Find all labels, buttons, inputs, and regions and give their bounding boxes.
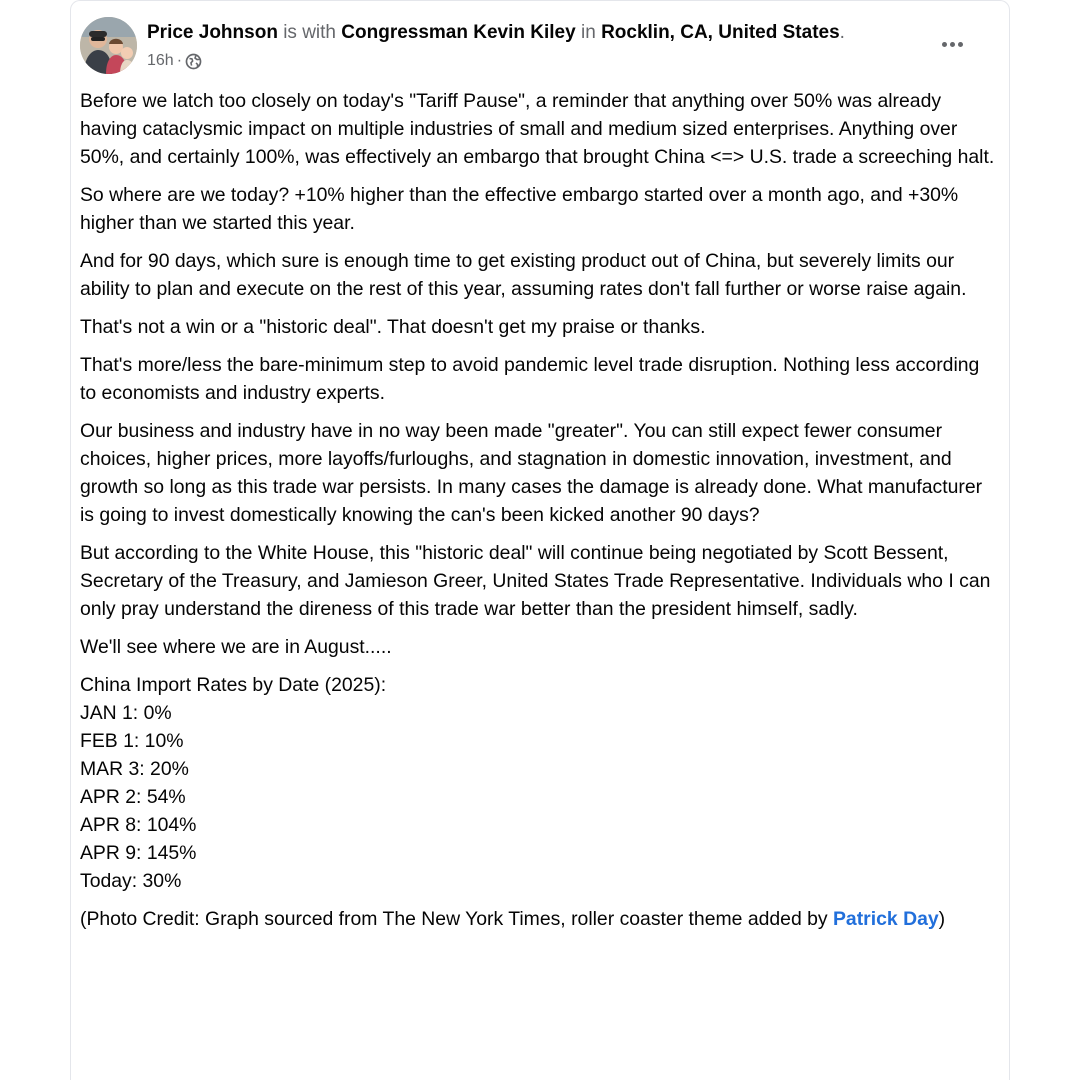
paragraph-8: We'll see where we are in August.....: [80, 636, 392, 658]
post-body: [80, 87, 1000, 943]
rate-item: APR 2: 54%: [80, 786, 186, 808]
paragraph-4: That's not a win or a "historic deal". That doesn't get my praise or thanks.: [80, 316, 706, 338]
photo-credit: [80, 905, 1000, 933]
with-text: is with: [283, 22, 336, 43]
globe-icon[interactable]: [185, 53, 202, 70]
post-meta: [147, 51, 202, 71]
author-line: [147, 22, 845, 44]
paragraph-3: And for 90 days, which sure is enough time to get existing product out of China, but severely limits our ability to plan and execute on the rest of this year, assuming rates don't fall further or worse raise again.: [80, 250, 967, 300]
period-text: .: [839, 22, 845, 43]
paragraph-7: But according to the White House, this "historic deal" will continue being negotiated by Scott Bessent, Secretary of the Treasury, and Jamieson Greer, United States Trade Representative. Individuals who I can only pray understand the direness of this trade war better than the president himself, sadly.: [80, 542, 991, 620]
more-dots-icon[interactable]: [934, 31, 970, 57]
rates-list: [80, 671, 1000, 895]
rate-item: MAR 3: 20%: [80, 758, 189, 780]
paragraph-6: Our business and industry have in no way been made "greater". You can still expect fewer consumer choices, higher prices, more layoffs/furloughs, and stagnation in domestic innovation, investment, and growth so long as this trade war persists. In many cases the damage is already done. What manufacturer is going to invest domestically knowing the can's been kicked another 90 days?: [80, 420, 983, 526]
avatar-photo-icon: [80, 17, 137, 74]
rate-item: JAN 1: 0%: [80, 702, 172, 724]
rate-item: APR 8: 104%: [80, 814, 197, 836]
location-link[interactable]: Rocklin, CA, United States: [601, 22, 840, 43]
tagged-person[interactable]: Congressman Kevin Kiley: [341, 22, 576, 43]
paragraph-1: Before we latch too closely on today's "Tariff Pause", a reminder that anything over 50% was already having cataclysmic impact on multiple industries of small and medium sized enterprises. Anything over 50%, and certainly 100%, was effectively an embargo that brought China <=> U.S. trade a screeching halt.: [80, 90, 995, 168]
paragraph-2: So where are we today? +10% higher than the effective embargo started over a month ago, and +30% higher than we started this year.: [80, 184, 959, 234]
credit-link[interactable]: Patrick Day: [833, 908, 939, 930]
rate-item: Today: 30%: [80, 870, 182, 892]
paragraph-5: That's more/less the bare-minimum step to avoid pandemic level trade disruption. Nothing less according to economists and industry experts.: [80, 354, 980, 404]
post-header: [80, 17, 1000, 77]
rate-item: FEB 1: 10%: [80, 730, 184, 752]
post-card: [70, 0, 1010, 1080]
post-time[interactable]: 16h: [147, 52, 174, 69]
in-text: in: [580, 22, 596, 43]
rates-title: China Import Rates by Date (2025):: [80, 674, 387, 696]
credit-suffix: ): [938, 908, 946, 930]
rate-item: APR 9: 145%: [80, 842, 197, 864]
avatar[interactable]: [80, 17, 137, 74]
author-name[interactable]: Price Johnson: [147, 22, 278, 43]
meta-separator: ·: [176, 52, 183, 69]
credit-prefix: (Photo Credit: Graph sourced from The New York Times, roller coaster theme added by: [80, 908, 833, 930]
